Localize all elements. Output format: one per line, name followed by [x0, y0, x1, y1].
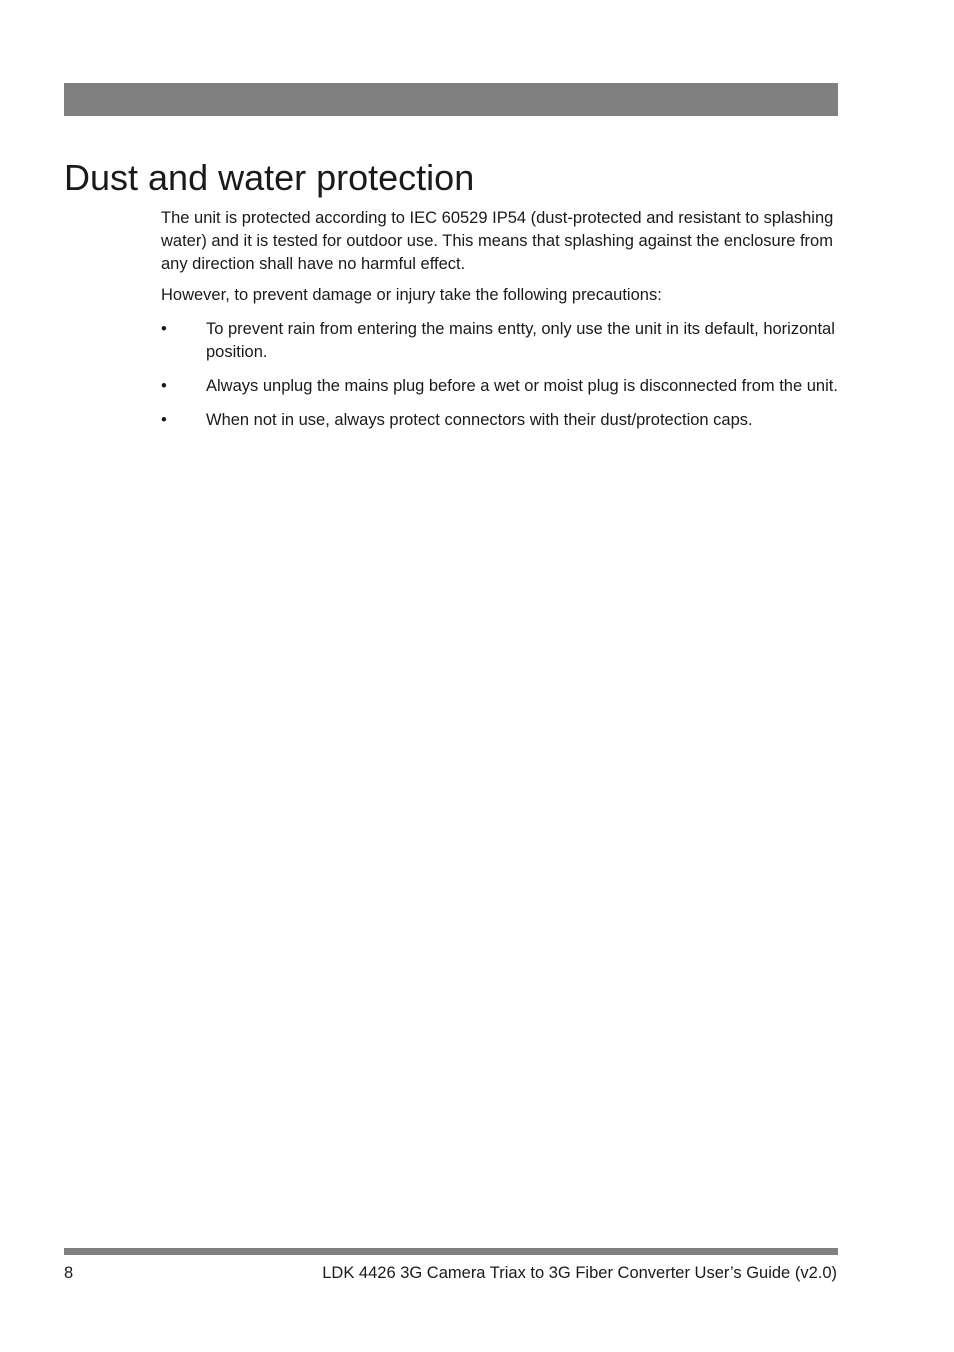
bullet-icon: •	[161, 320, 167, 338]
list-item	[161, 375, 841, 398]
section-title: Dust and water protection	[64, 157, 475, 198]
list-item-text: When not in use, always protect connectors with their dust/protection caps.	[206, 411, 753, 429]
list-item	[161, 318, 841, 364]
page-number: 8	[64, 1264, 74, 1282]
bullet-icon: •	[161, 377, 167, 395]
header-bar	[64, 83, 838, 116]
precautions-intro: However, to prevent damage or injury take the following precautions:	[161, 286, 662, 304]
footer-bar	[64, 1248, 838, 1255]
list-item	[161, 409, 841, 432]
list-item-text: To prevent rain from entering the mains entty, only use the unit in its default, horizontal position.	[206, 320, 835, 361]
bullet-icon: •	[161, 411, 167, 429]
footer-document-title: LDK 4426 3G Camera Triax to 3G Fiber Converter User’s Guide (v2.0)	[322, 1264, 837, 1282]
list-item-text: Always unplug the mains plug before a wet or moist plug is disconnected from the unit.	[206, 377, 838, 395]
precautions-list	[161, 318, 841, 443]
intro-paragraph: The unit is protected according to IEC 60529 IP54 (dust-protected and resistant to splashing water) and it is tested for outdoor use. This means that splashing against the enclosure from any direction shall have no harmful effect.	[161, 209, 834, 273]
